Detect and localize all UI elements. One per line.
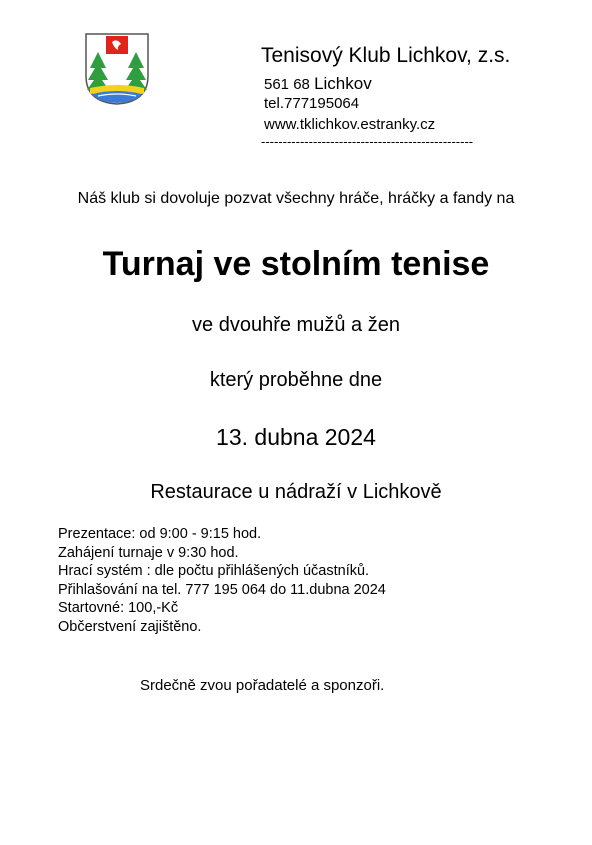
phone: tel.777195064 [264,95,360,112]
event-venue: Restaurace u nádraží v Lichkově [150,481,442,503]
coat-of-arms-logo [84,32,150,106]
event-date: 13. dubna 2024 [216,424,376,450]
website: www.tklichkov.estranky.cz [264,116,436,133]
club-name: Tenisový Klub Lichkov, z.s. [261,44,511,67]
detail-line: Prezentace: od 9:00 - 9:15 hod. [58,526,262,542]
detail-line: Zahájení turnaje v 9:30 hod. [58,544,239,561]
event-title: Turnaj ve stolním tenise [102,245,490,283]
date-lead: který proběhne dne [209,369,383,391]
event-subtitle: ve dvouhře mužů a žen [192,314,400,336]
detail-line: Hrací systém : dle počtu přihlášených účastníků. [58,563,370,579]
invitation-intro: Náš klub si dovoluje pozvat všechny hráče, hráčky a fandy na [77,190,515,207]
city: Lichkov [314,74,372,93]
closing-line: Srdečně zvou pořadatelé a sponzoři. [140,677,385,694]
header-separator: ------------------------------------------------- [261,134,474,149]
address-line [264,74,372,94]
detail-line: Občerstvení zajištěno. [58,618,202,635]
detail-line: Přihlašování na tel. 777 195 064 do 11.dubna 2024 [58,581,386,598]
event-details [58,525,386,636]
detail-line: Startovné: 100,-Kč [58,600,179,616]
postal-code: 561 68 [264,76,310,93]
